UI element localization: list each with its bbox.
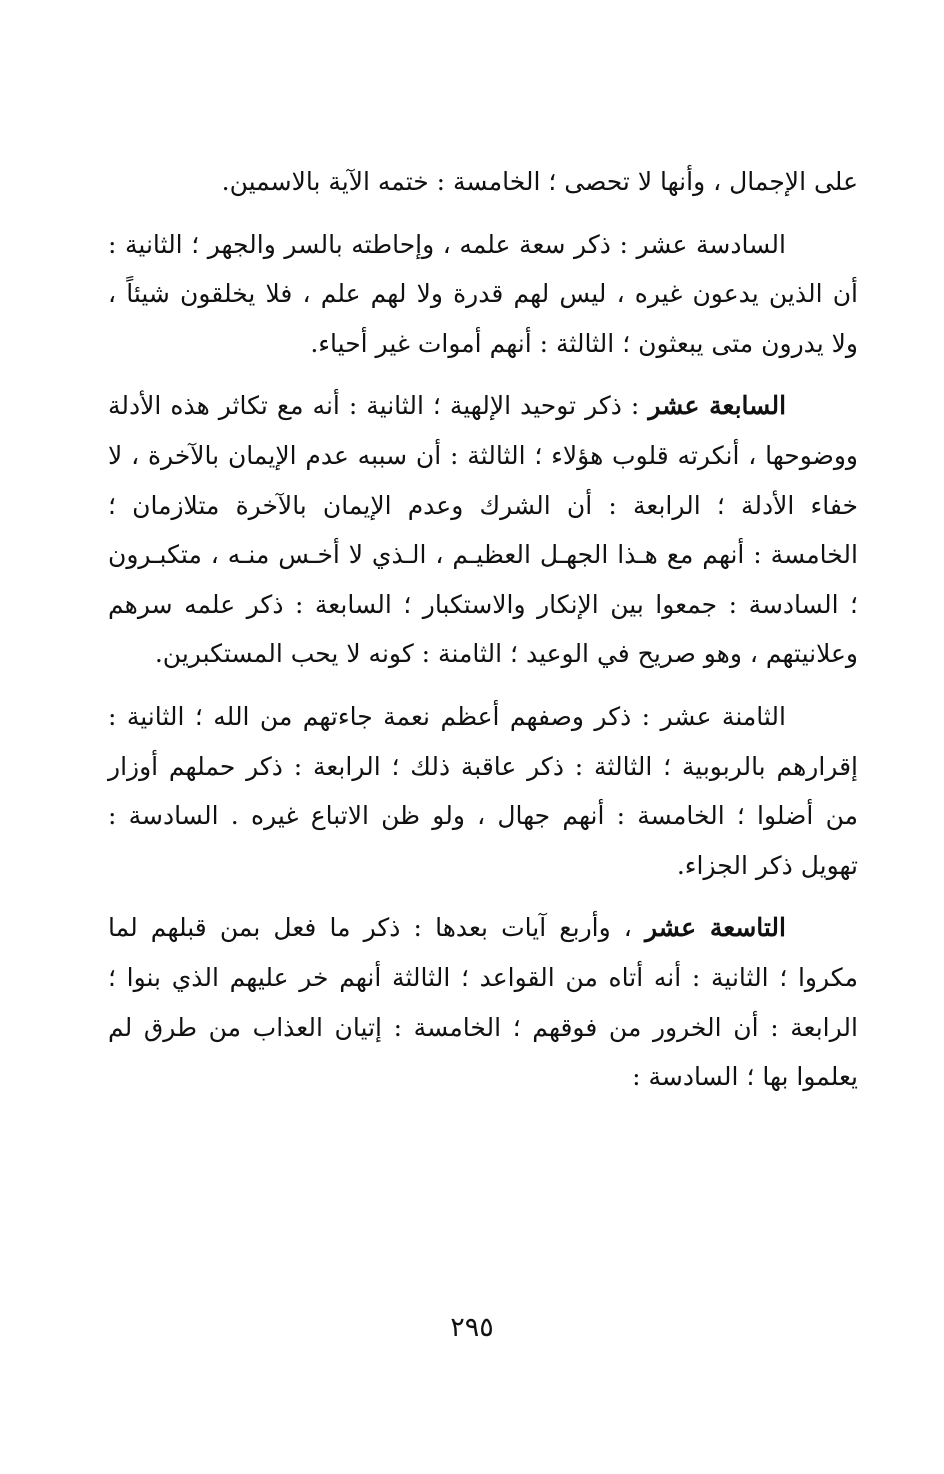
page-number: ٢٩٥ bbox=[450, 1312, 494, 1343]
paragraph-3 bbox=[108, 381, 858, 679]
paragraph-text: السادسة عشر : ذكر سعة علمه ، وإحاطته بالسر والجهر ؛ الثانية : أن الذين يدعون غيره ، ليس لهم قدرة ولا لهم علم ، فلا يخلقون شيئاً ، ولا يدرون متى يبعثون ؛ الثالثة : أنهم أموات غير أحياء. bbox=[108, 229, 858, 358]
paragraph-1 bbox=[108, 157, 858, 207]
paragraph-5 bbox=[108, 903, 858, 1101]
paragraph-4 bbox=[108, 692, 858, 890]
paragraph-text: على الإجمال ، وأنها لا تحصى ؛ الخامسة : ختمه الآية بالاسمين. bbox=[221, 167, 858, 196]
paragraph-2 bbox=[108, 220, 858, 369]
paragraph-text: : ذكر توحيد الإلهية ؛ الثانية : أنه مع تكاثر هذه الأدلة ووضوحها ، أنكرته قلوب هؤلاء ؛ الثالثة : أن سببه عدم الإيمان بالآخرة ، لا خفاء الأدلة ؛ الرابعة : أن الشرك وعدم الإيمان بالآخرة متلازمان ؛ الخامسة : أنهم مع هـذا الجهـل العظيـم ، الـذي لا أخـس منـه ، متكبـرون ؛ السادسة : جمعوا بين الإنكار والاستكبار ؛ السابعة : ذكر علمه سرهم وعلانيتهم ، وهو صريح في الوعيد ؛ الثامنة : كونه لا يحب المستكبرين. bbox=[108, 391, 858, 669]
paragraph-lead: التاسعة عشر bbox=[644, 913, 786, 943]
paragraph-text: ، وأربع آيات بعدها : ذكر ما فعل بمن قبلهم لما مكروا ؛ الثانية : أنه أتاه من القواعد ؛ الثالثة أنهم خر عليهم الذي بنوا ؛ الرابعة : أن الخرور من فوقهم ؛ الخامسة : إتيان العذاب من طرق لم يعلموا بها ؛ السادسة : bbox=[108, 913, 858, 1092]
paragraph-text: الثامنة عشر : ذكر وصفهم أعظم نعمة جاءتهم من الله ؛ الثانية : إقرارهم بالربوبية ؛ الثالثة : ذكر عاقبة ذلك ؛ الرابعة : ذكر حملهم أوزار من أضلوا ؛ الخامسة : أنهم جهال ، ولو ظن الاتباع غيره . السادسة : تهويل ذكر الجزاء. bbox=[108, 701, 858, 880]
paragraph-lead: السابعة عشر bbox=[648, 391, 787, 421]
body-text bbox=[108, 157, 858, 1102]
